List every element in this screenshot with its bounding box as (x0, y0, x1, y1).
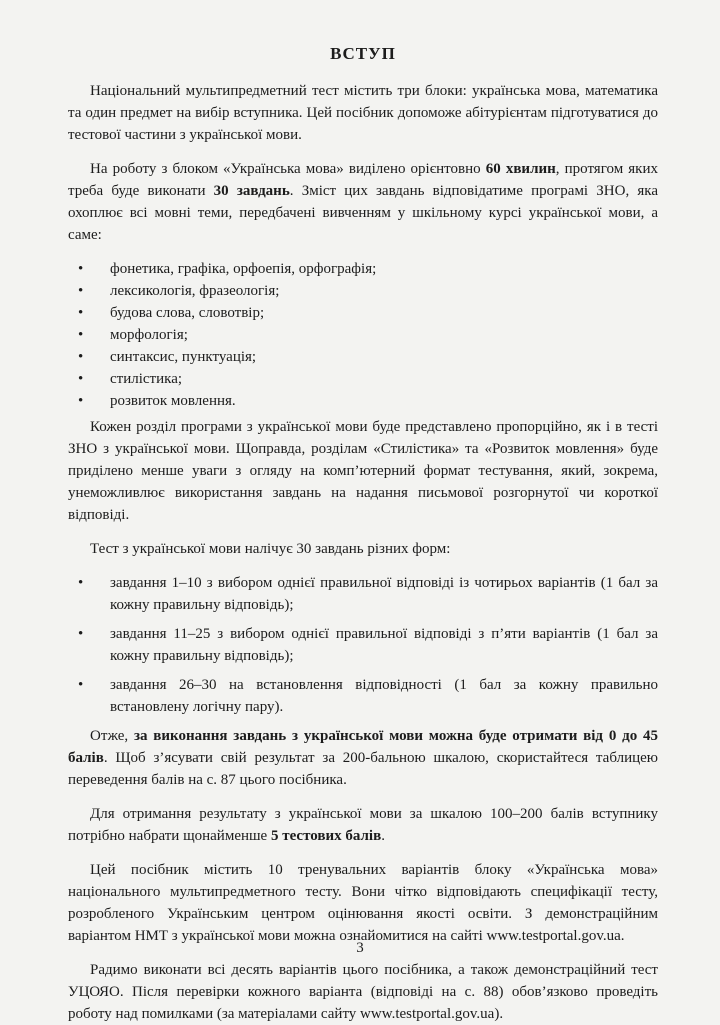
advice-paragraph: Радимо виконати всі десять варіантів цього посібника, а також демонстраційний тест УЦОЯО. Після перевірки кожного варіанта (відповіді на с. 88) обов’язково проведіть роботу над помилками (за матеріалами сайту www.testportal.gov.ua). (68, 962, 658, 1022)
task-forms-list (68, 572, 658, 718)
text-segment: . (381, 828, 385, 844)
list-item: • завдання 11–25 з вибором однієї правильної відповіді з п’яти варіантів (1 бал за кожну правильну відповідь); (78, 623, 658, 667)
list-item: • синтаксис, пунктуація; (78, 346, 658, 368)
score-paragraph (68, 725, 658, 791)
text-segment: . Зміст цих завдань відповідатиме програмі ЗНО, яка охоплює всі мовні теми, передбачені вивченням у шкільному курсі української мови, а саме: (68, 183, 659, 243)
time-tasks-paragraph (68, 158, 658, 246)
list-item: • морфологія; (78, 324, 658, 346)
score-range-bold: за виконання завдань з української мови можна буде отримати від 0 до 45 балів (68, 728, 658, 766)
text-segment: Отже, (90, 728, 134, 744)
tasks-count-bold: 30 завдань (213, 183, 290, 199)
sections-paragraph: Кожен розділ програми з української мови буде представлено пропорційно, як і в тесті ЗНО з української мови. Щоправда, розділам «Стилістика» та «Розвиток мовлення» буде приділено менше уваги з огляду на комп’ютерний формат тестування, який, зокрема, унеможливлює використання завдань на надання письмової розгорнутої чи короткої відповіді. (68, 419, 658, 523)
topics-list (68, 258, 658, 412)
intro-paragraph: Національний мультипредметний тест містить три блоки: українська мова, математика та один предмет на вибір вступника. Цей посібник допоможе абітурієнтам підготуватися до тестової частини з української мови. (68, 83, 658, 143)
text-segment: На роботу з блоком «Українська мова» виділено орієнтовно (90, 161, 486, 177)
text-segment: Для отримання результату з української мови за шкалою 100–200 балів вступнику потрібно набрати щонайменше (68, 806, 658, 844)
list-item: • будова слова, словотвір; (78, 302, 658, 324)
list-item: • завдання 26–30 на встановлення відповідності (1 бал за кожну правильно встановлену логічну пару). (78, 674, 658, 718)
minimum-score-paragraph (68, 803, 658, 847)
list-item: • фонетика, графіка, орфоепія, орфографія; (78, 258, 658, 280)
list-item: • розвиток мовлення. (78, 390, 658, 412)
task-forms-intro: Тест з української мови налічує 30 завдань різних форм: (90, 541, 451, 557)
text-segment: , протягом яких треба буде виконати (68, 161, 658, 199)
list-item: • стилістика; (78, 368, 658, 390)
minimum-score-bold: 5 тестових балів (270, 828, 382, 844)
list-item: • лексикологія, фразеологія; (78, 280, 658, 302)
page-number: 3 (356, 940, 364, 956)
book-contents-paragraph: Цей посібник містить 10 тренувальних варіантів блоку «Українська мова» національного мультипредметного тесту. Вони чітко відповідають специфікації тесту, розробленого Українським центром оцінювання якості освіти. З демонстраційним варіантом НМТ з української мови можна ознайомитися на сайті www.testportal.gov.ua. (68, 862, 658, 944)
time-bold: 60 хвилин (485, 161, 556, 177)
list-item: • завдання 1–10 з вибором однієї правильної відповіді із чотирьох варіантів (1 бал за кожну правильну відповідь); (78, 572, 658, 616)
text-segment: . Щоб з’ясувати свій результат за 200-бальною шкалою, скористайтеся таблицею переведення балів на с. 87 цього посібника. (68, 750, 658, 788)
page-title: ВСТУП (330, 44, 396, 63)
